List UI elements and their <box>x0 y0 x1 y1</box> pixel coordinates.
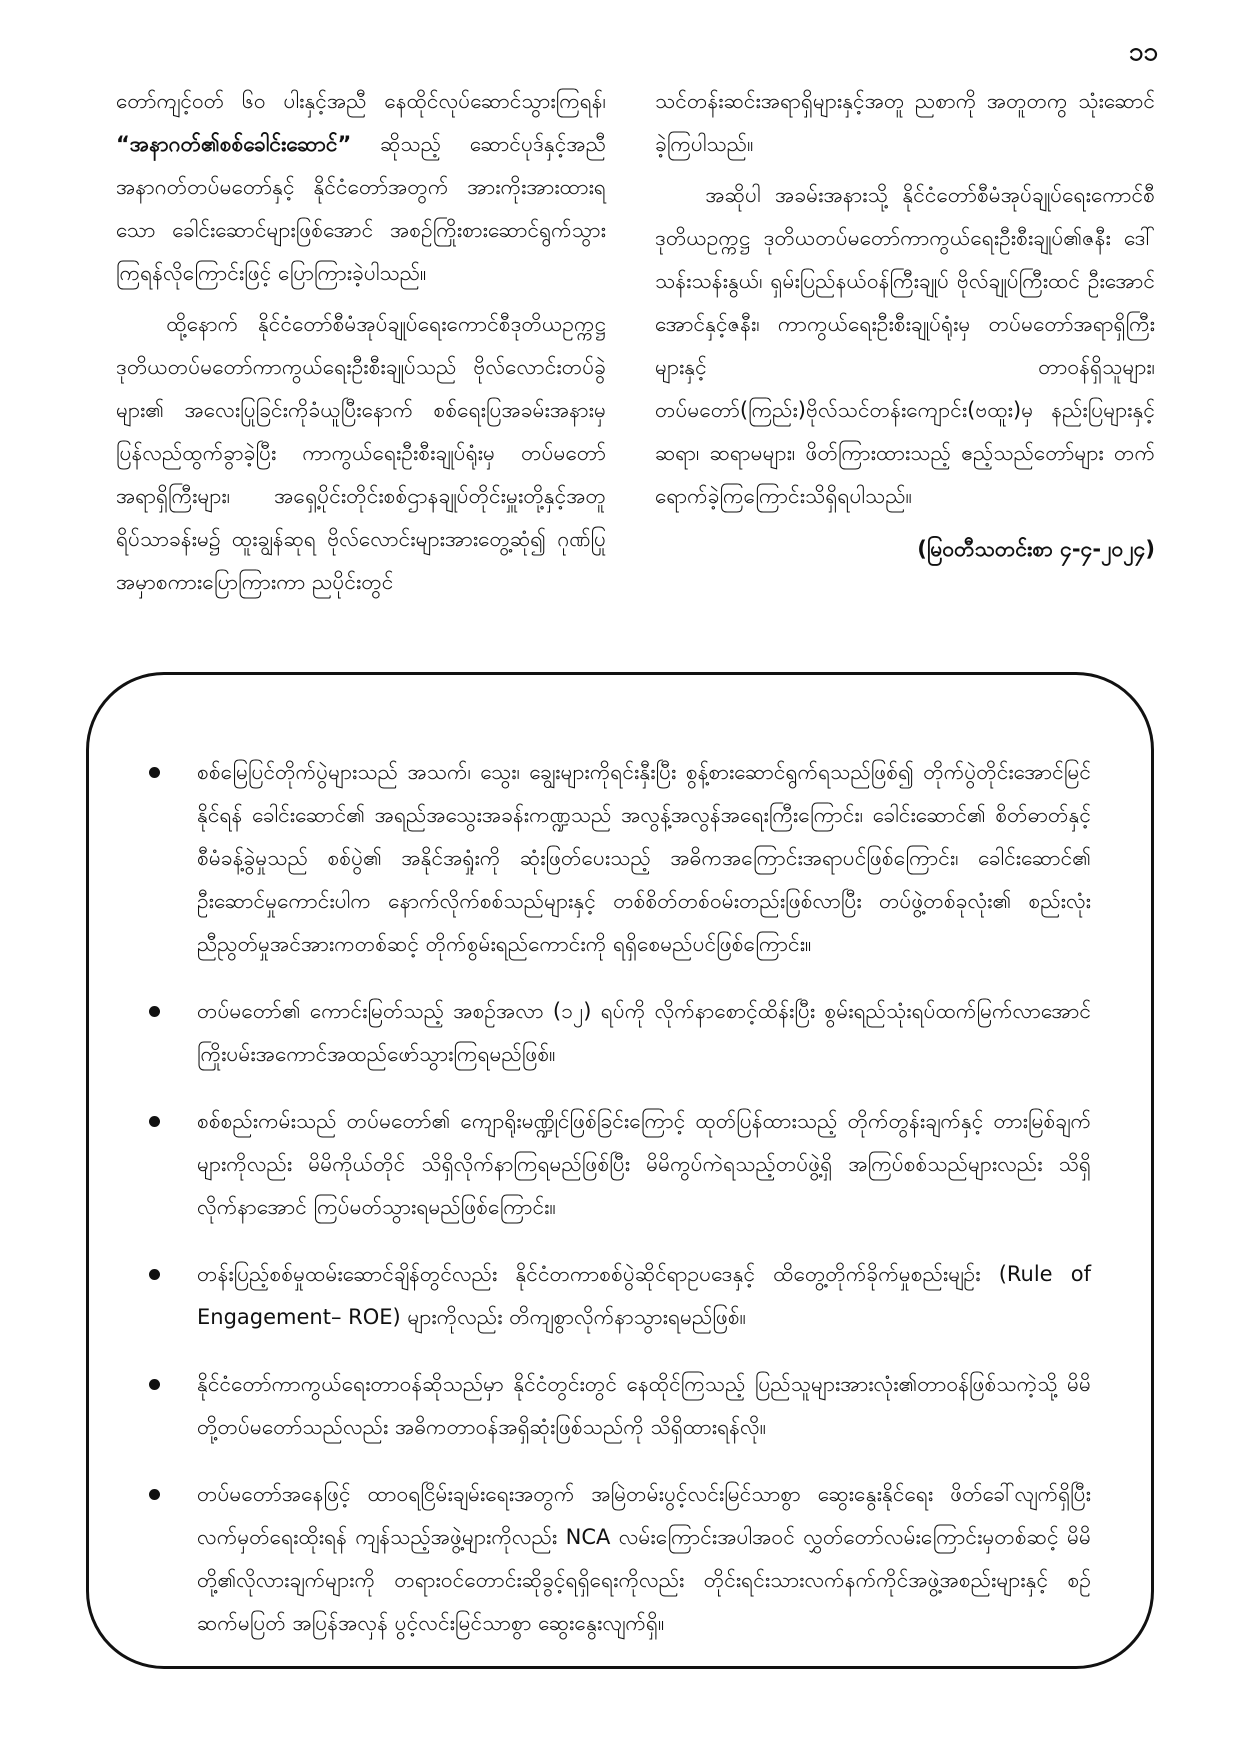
bullet-icon <box>149 1006 160 1017</box>
left-paragraph-1-end: ဆိုသည့် ဆောင်ပုဒ်နှင့်အညီ အနာဂတ်တပ်မတော်နှင့် နိုင်ငံတော်အတွက် အားကိုးအားထားရသော ခေါင်းဆောင်များဖြစ်အောင် အစဉ်ကြိုးစားဆောင်ရွက်သွားကြရန်လိုကြောင်းဖြင့် ပြောကြားခဲ့ပါသည်။ <box>116 132 606 285</box>
list-item-text: စစ်စည်းကမ်းသည် တပ်မတော်၏ ကျောရိုးမဏ္ဍိုင်ဖြစ်ခြင်းကြောင့် ထုတ်ပြန်ထားသည့် တိုက်တွန်းချက်နှင့် တားမြစ်ချက်များကိုလည်း မိမိကိုယ်တိုင် သိရှိလိုက်နာကြရမည်ဖြစ်ပြီး မိမိကွပ်ကဲရသည့်တပ်ဖွဲ့ရှိ အကြပ်စစ်သည်များလည်း သိရှိလိုက်နာအောင် ကြပ်မတ်သွားရမည်ဖြစ်ကြောင်း။ <box>197 1109 1091 1219</box>
bullet-icon <box>149 1269 160 1280</box>
summary-list <box>145 751 1091 1645</box>
bullet-icon <box>149 1489 160 1500</box>
right-paragraph-2: အဆိုပါ အခမ်းအနားသို့ နိုင်ငံတော်စီမံအုပ်ချုပ်ရေးကောင်စီဒုတိယဥက္ကဋ္ဌ ဒုတိယတပ်မတော်ကာကွယ်ရေးဦးစီးချုပ်၏ဇနီး ဒေါ်သန်းသန်းနွယ်၊ ရှမ်းပြည်နယ်ဝန်ကြီးချုပ် ဗိုလ်ချုပ်ကြီးထင် ဦးအောင်အောင်နှင့်ဇနီး၊ ကာကွယ်ရေးဦးစီးချုပ်ရုံးမှ တပ်မတော်အရာရှိကြီးများနှင့် တာဝန်ရှိသူများ၊ တပ်မတော်(ကြည်း)ဗိုလ်သင်တန်းကျောင်း(ဗထူး)မှ နည်းပြများနှင့် ဆရာ၊ ဆရာမများ၊ ဖိတ်ကြားထားသည့် ဧည့်သည်တော်များ တက်ရောက်ခဲ့ကြကြောင်းသိရှိရပါသည်။ <box>655 183 1155 508</box>
bullet-icon <box>149 767 160 778</box>
right-column <box>655 80 1155 579</box>
left-paragraph-2: ထို့နောက် နိုင်ငံတော်စီမံအုပ်ချုပ်ရေးကောင်စီဒုတိယဥက္ကဋ္ဌ ဒုတိယတပ်မတော်ကာကွယ်ရေးဦးစီးချုပ်သည် ဗိုလ်လောင်းတပ်ခွဲများ၏ အလေးပြုခြင်းကိုခံယူပြီးနောက် စစ်ရေးပြအခမ်းအနားမှ ပြန်လည်ထွက်ခွာခဲ့ပြီး ကာကွယ်ရေးဦးစီးချုပ်ရုံးမှ တပ်မတော်အရာရှိကြီးများ၊ အရှေ့ပိုင်းတိုင်းစစ်ဌာနချုပ်တိုင်းမှူးတို့နှင့်အတူ ရိပ်သာခန်းမ၌ ထူးချွန်ဆုရ ဗိုလ်လောင်းများအားတွေ့ဆုံ၍ ဂုဏ်ပြုအမှာစကားပြောကြားကာ ညပိုင်းတွင် <box>116 312 606 594</box>
summary-box <box>86 672 1154 1669</box>
source-citation: (မြဝတီသတင်းစာ ၄-၄-၂၀၂၄) <box>917 537 1155 561</box>
list-item <box>145 1363 1091 1449</box>
left-paragraph-1 <box>116 80 606 295</box>
list-item <box>145 990 1091 1076</box>
right-paragraph-1: သင်တန်းဆင်းအရာရှိများနှင့်အတူ ညစာကို အတူတကွ သုံးဆောင်ခဲ့ကြပါသည်။ <box>655 89 1155 156</box>
list-item-text: တန်းပြည့်စစ်မှုထမ်းဆောင်ချိန်တွင်လည်း နိုင်ငံတကာစစ်ပွဲဆိုင်ရာဥပဒေနှင့် ထိတွေ့တိုက်ခိုက်မှုစည်းမျဉ်း (Rule of Engagement– ROE) များကိုလည်း တိကျစွာလိုက်နာသွားရမည်ဖြစ်။ <box>197 1262 1091 1329</box>
bullet-icon <box>149 1379 160 1390</box>
left-paragraph-1-start: တော်ကျင့်ဝတ် ၆၀ ပါးနှင့်အညီ နေထိုင်လုပ်ဆောင်သွားကြရန်၊ <box>116 89 606 113</box>
list-item <box>145 1473 1091 1645</box>
list-item <box>145 751 1091 966</box>
left-column <box>116 80 606 612</box>
bullet-icon <box>149 1116 160 1127</box>
list-item <box>145 1253 1091 1339</box>
list-item <box>145 1100 1091 1229</box>
list-item-text: နိုင်ငံတော်ကာကွယ်ရေးတာဝန်ဆိုသည်မှာ နိုင်ငံတွင်းတွင် နေထိုင်ကြသည့် ပြည်သူများအားလုံး၏တာဝန်ဖြစ်သကဲ့သို့ မိမိတို့တပ်မတော်သည်လည်း အဓိကတာဝန်အရှိဆုံးဖြစ်သည်ကို သိရှိထားရန်လို။ <box>197 1372 1091 1439</box>
list-item-text: တပ်မတော်၏ ကောင်းမြတ်သည့် အစဉ်အလာ (၁၂) ရပ်ကို လိုက်နာစောင့်ထိန်းပြီး စွမ်းရည်သုံးရပ်ထက်မြက်လာအောင် ကြိုးပမ်းအကောင်အထည်ဖော်သွားကြရမည်ဖြစ်။ <box>197 999 1091 1066</box>
motto: “အနာဂတ်၏စစ်ခေါင်းဆောင်” <box>116 132 352 156</box>
list-item-text: တပ်မတော်အနေဖြင့် ထာဝရငြိမ်းချမ်းရေးအတွက် အမြဲတမ်းပွင့်လင်းမြင်သာစွာ ဆွေးနွေးနိုင်ရေး ဖိတ်ခေါ်လျက်ရှိပြီး လက်မှတ်ရေးထိုးရန် ကျန်သည့်အဖွဲ့များကိုလည်း NCA လမ်းကြောင်းအပါအဝင် လွှတ်တော်လမ်းကြောင်းမှတစ်ဆင့် မိမိတို့၏လိုလားချက်များကို တရားဝင်တောင်းဆိုခွင့်ရရှိရေးကိုလည်း တိုင်းရင်းသားလက်နက်ကိုင်အဖွဲ့အစည်းများနှင့် စဉ်ဆက်မပြတ် အပြန်အလှန် ပွင့်လင်းမြင်သာစွာ ဆွေးနွေးလျက်ရှိ။ <box>197 1482 1091 1635</box>
page-number: ၁၁ <box>1128 37 1158 67</box>
list-item-text: စစ်မြေပြင်တိုက်ပွဲများသည် အသက်၊ သွေး၊ ချွေးများကိုရင်းနှီးပြီး စွန့်စားဆောင်ရွက်ရသည်ဖြစ်၍ တိုက်ပွဲတိုင်းအောင်မြင်နိုင်ရန် ခေါင်းဆောင်၏ အရည်အသွေးအခန်းကဏ္ဍသည် အလွန့်အလွန်အရေးကြီးကြောင်း၊ ခေါင်းဆောင်၏ စိတ်ဓာတ်နှင့် စီမံခန့်ခွဲမှုသည် စစ်ပွဲ၏ အနိုင်အရှုံးကို ဆုံးဖြတ်ပေးသည့် အဓိကအကြောင်းအရာပင်ဖြစ်ကြောင်း၊ ခေါင်းဆောင်၏ ဦးဆောင်မှုကောင်းပါက နောက်လိုက်စစ်သည်များနှင့် တစ်စိတ်တစ်ဝမ်းတည်းဖြစ်လာပြီး တပ်ဖွဲ့တစ်ခုလုံး၏ စည်းလုံးညီညွတ်မှုအင်အားကတစ်ဆင့် တိုက်စွမ်းရည်ကောင်းကို ရရှိစေမည်ပင်ဖြစ်ကြောင်း။ <box>197 760 1091 956</box>
